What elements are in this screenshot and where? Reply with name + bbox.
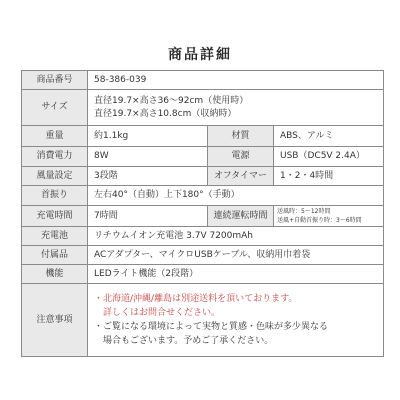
spec-table — [21, 70, 384, 357]
charge-time-label: 充電時間 — [22, 206, 88, 227]
power-source-value: USB（DC5V 2.4A） — [274, 147, 384, 167]
continuous-time-label: 連続運転時間 — [208, 206, 274, 227]
size-value — [88, 90, 384, 126]
row-oscillation — [22, 186, 384, 206]
row-size — [22, 90, 384, 126]
off-timer-value: 1・2・4時間 — [274, 167, 384, 186]
material-label: 材質 — [208, 126, 274, 147]
continuous-time-fan: 送風時：5〜12時間 — [277, 208, 331, 215]
row-accessories — [22, 246, 384, 265]
row-battery — [22, 227, 384, 246]
row-notes — [22, 284, 384, 357]
notes-value — [88, 284, 384, 357]
battery-value: リチウムイオン充電池 3.7V 7200mAh — [88, 227, 384, 246]
continuous-time-fan-oscillation: 送風+自動首振り時：3〜6時間 — [277, 217, 362, 224]
oscillation-label: 首振り — [22, 186, 88, 206]
notes-warning-line-1: ・北海道/沖縄/離島は別途送料を頂いております。 — [94, 294, 298, 304]
accessories-label: 付属品 — [22, 246, 88, 265]
row-product-number — [22, 71, 384, 90]
size-line-storage: 直径19.7×高さ10.8cm（収納時） — [94, 108, 237, 119]
continuous-time-value — [274, 206, 384, 227]
page-title: 商品詳細 — [168, 47, 232, 63]
wind-setting-value: 3段階 — [88, 167, 208, 186]
function-value: LEDライト機能（2段階） — [88, 265, 384, 284]
product-number-label: 商品番号 — [22, 71, 88, 90]
size-line-use: 直径19.7×高さ36〜92cm（使用時） — [94, 95, 249, 106]
material-value: ABS、アルミ — [274, 126, 384, 147]
row-function — [22, 265, 384, 284]
weight-label: 重量 — [22, 126, 88, 147]
notes-info-line-1: ・ご覧になる環境によって実物と質感・色味が多少異なる — [94, 322, 329, 332]
oscillation-value: 左右40°（自動）上下180°（手動） — [88, 186, 384, 206]
row-weight-material — [22, 126, 384, 147]
weight-value: 約1.1kg — [88, 126, 208, 147]
row-charge-continuous — [22, 206, 384, 227]
power-source-label: 電源 — [208, 147, 274, 167]
charge-time-value: 7時間 — [88, 206, 208, 227]
function-label: 機能 — [22, 265, 88, 284]
battery-label: 充電池 — [22, 227, 88, 246]
off-timer-label: オフタイマー — [208, 167, 274, 186]
wind-setting-label: 風量設定 — [22, 167, 88, 186]
size-label: サイズ — [22, 90, 88, 126]
accessories-value: ACアダプター、マイクロUSBケーブル、収納用巾着袋 — [88, 246, 384, 265]
notes-info-line-2: 場合もございます。予めご了承ください。 — [94, 336, 274, 346]
row-wind-timer — [22, 167, 384, 186]
power-consumption-label: 消費電力 — [22, 147, 88, 167]
notes-warning-line-2: 詳しくはお問合せください。 — [94, 308, 221, 318]
notes-label: 注意事項 — [22, 284, 88, 357]
row-power — [22, 147, 384, 167]
power-consumption-value: 8W — [88, 147, 208, 167]
product-number-value: 58-386-039 — [88, 71, 384, 90]
